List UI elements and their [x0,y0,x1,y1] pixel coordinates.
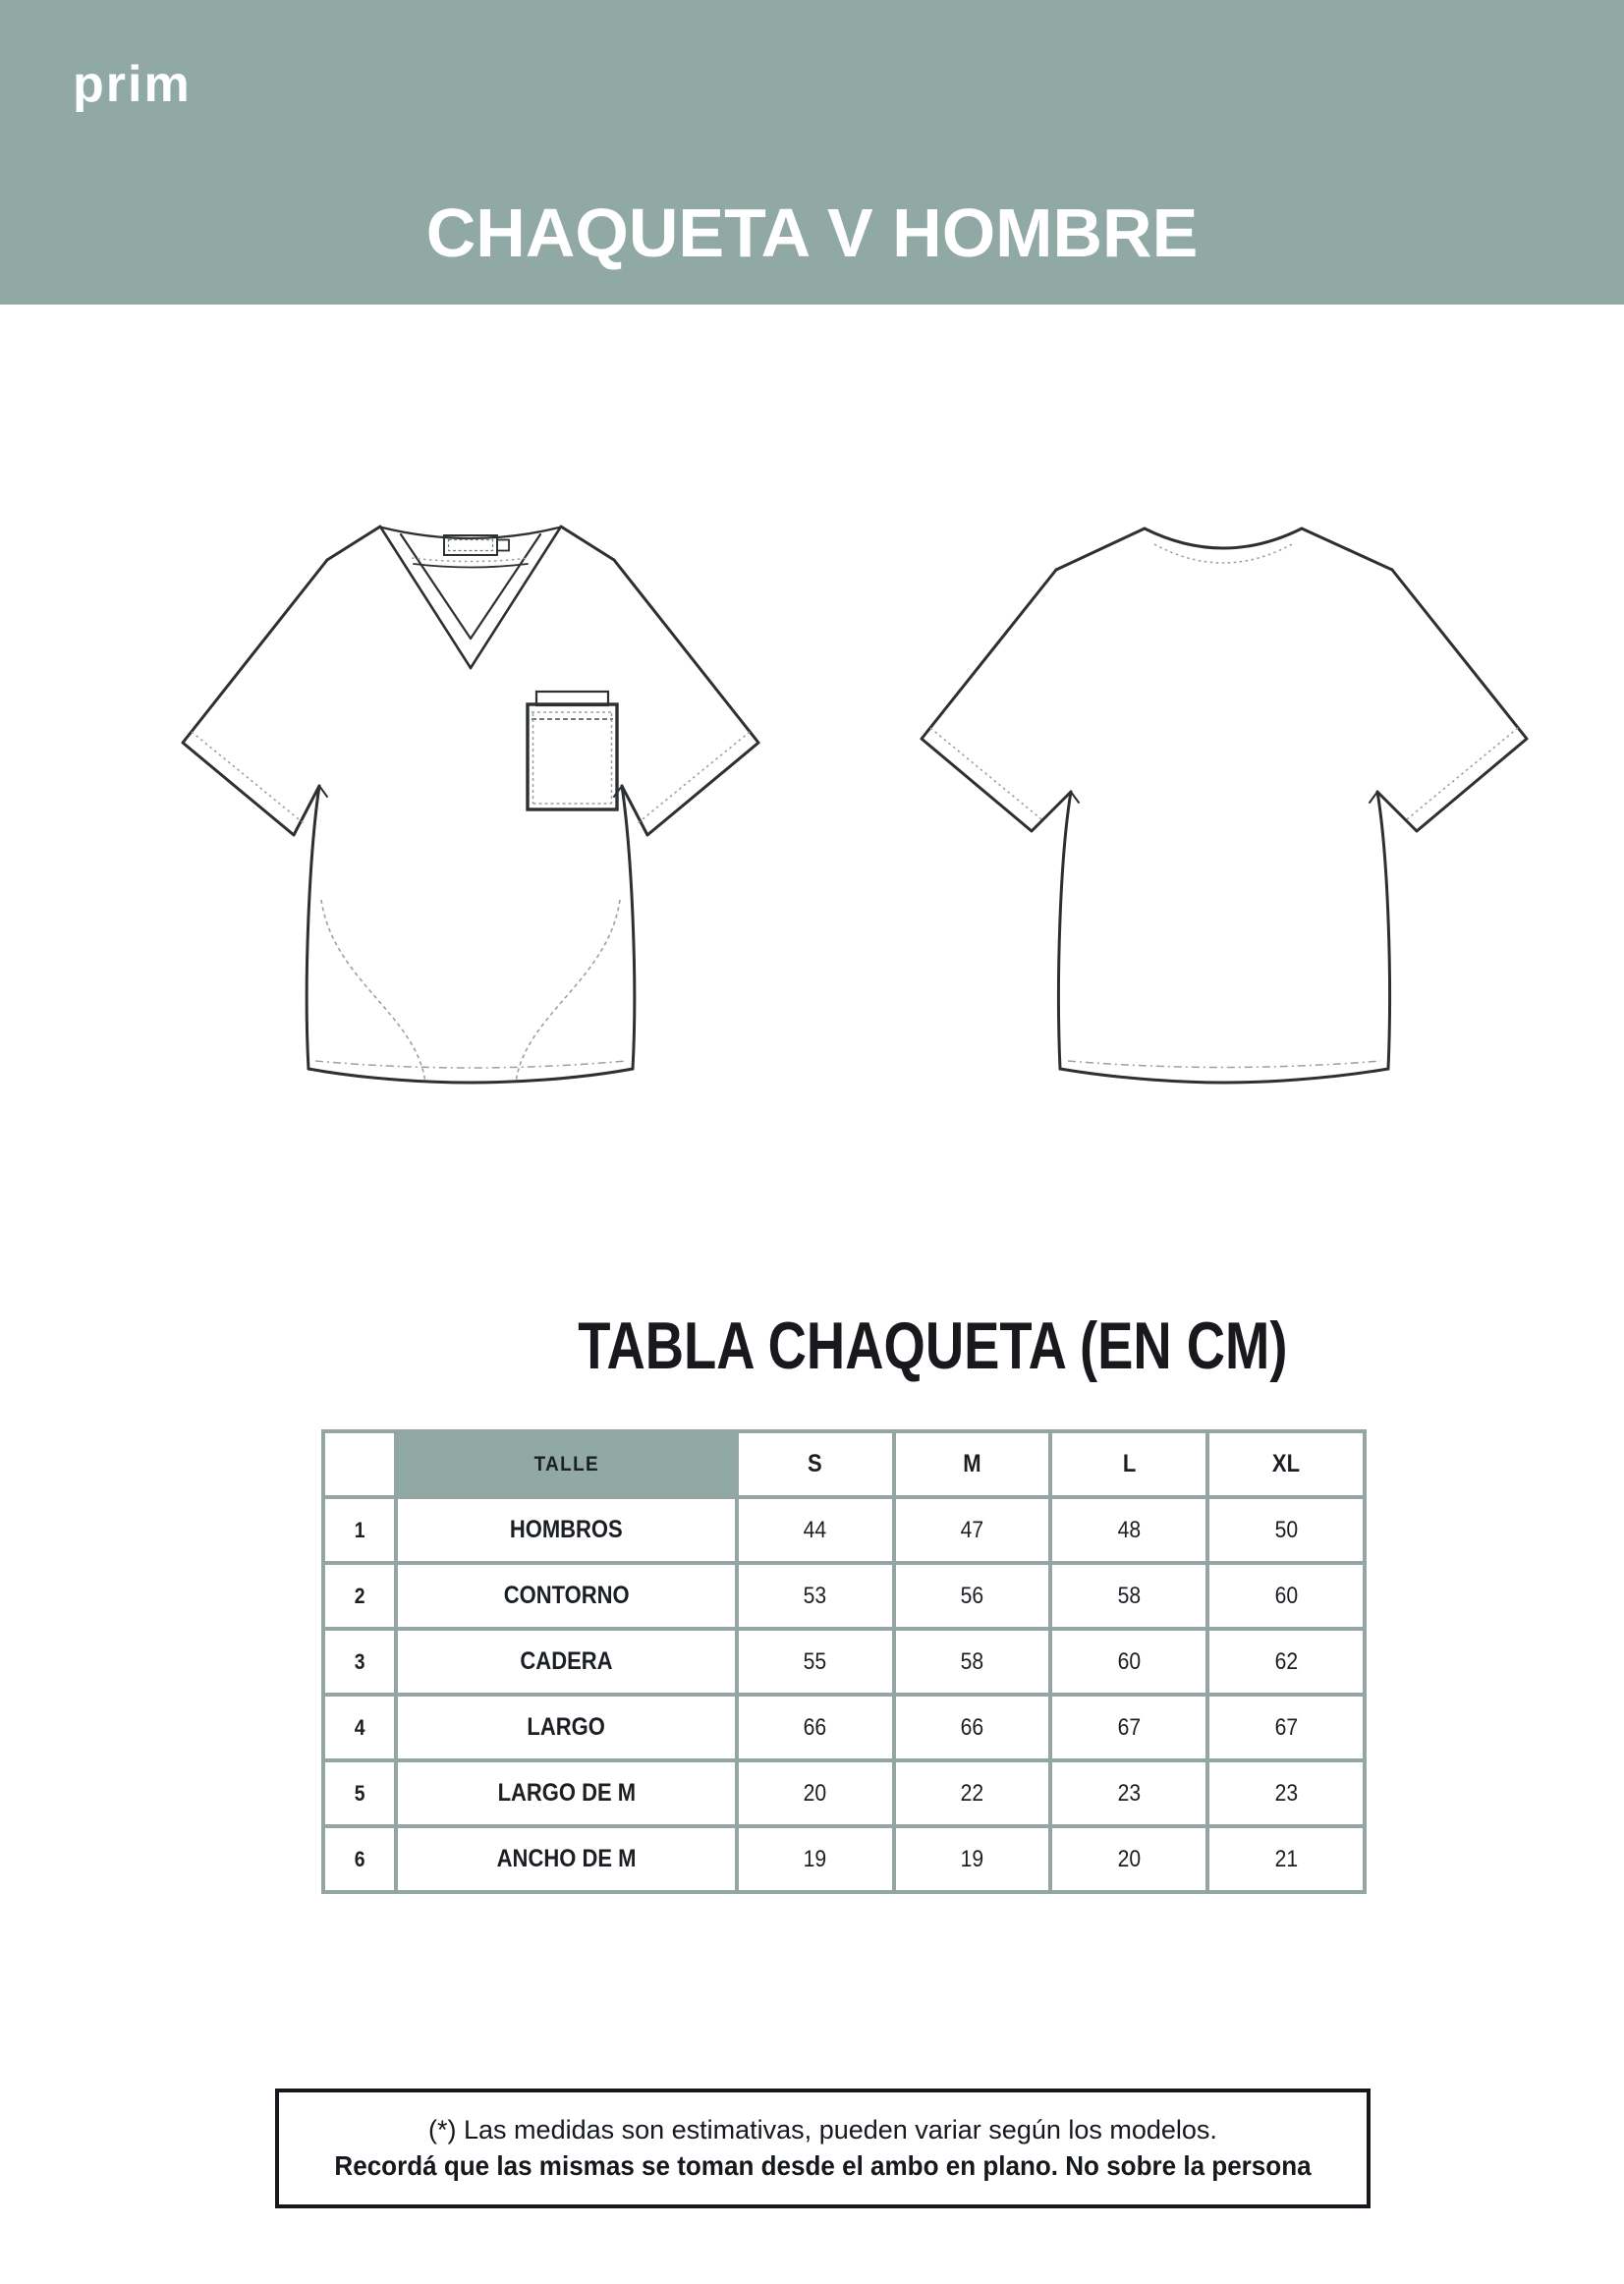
measure-value-cell: 50 [1207,1497,1365,1563]
row-number-cell: 4 [323,1695,396,1760]
row-number-cell: 6 [323,1826,396,1892]
back-stitching [930,544,1518,1068]
measure-label-cell: ANCHO DE M [396,1826,737,1892]
measure-value-cell: 62 [1207,1629,1365,1695]
measure-value-cell: 67 [1050,1695,1207,1760]
row-number-cell: 5 [323,1760,396,1826]
page-title: CHAQUETA V HOMBRE [425,195,1199,271]
row-number-cell: 2 [323,1563,396,1629]
table-row [323,1563,1365,1629]
corner-cell [323,1431,396,1497]
measure-label-cell: LARGO [396,1695,737,1760]
measure-value-cell: 19 [737,1826,894,1892]
row-number-cell: 3 [323,1629,396,1695]
measure-value-cell: 47 [894,1497,1051,1563]
measure-value-cell: 20 [1050,1826,1207,1892]
table-header-row [323,1431,1365,1497]
table-row [323,1760,1365,1826]
measure-value-cell: 58 [1050,1563,1207,1629]
garment-back-drawing [913,519,1532,1108]
measure-value-cell: 19 [894,1826,1051,1892]
measure-value-cell: 22 [894,1760,1051,1826]
measure-value-cell: 56 [894,1563,1051,1629]
front-neckband [380,527,561,668]
front-outline [183,527,758,1083]
measure-value-cell: 23 [1050,1760,1207,1826]
measure-value-cell: 23 [1207,1760,1365,1826]
measure-value-cell: 66 [737,1695,894,1760]
front-chest-pocket [528,692,617,809]
measure-value-cell: 58 [894,1629,1051,1695]
table-row [323,1497,1365,1563]
measure-value-cell: 21 [1207,1826,1365,1892]
measure-label-cell: LARGO DE M [396,1760,737,1826]
measure-label-cell: CONTORNO [396,1563,737,1629]
column-header-s: S [737,1431,894,1497]
footnote-line2: Recordá que las mismas se toman desde el ambo en plano. No sobre la persona [334,2150,1312,2181]
brand-logo: prim [73,56,192,113]
measure-value-cell: 44 [737,1497,894,1563]
column-header-talle: TALLE [396,1431,737,1497]
measure-value-cell: 55 [737,1629,894,1695]
footnote-box [275,2089,1371,2208]
size-table [321,1429,1367,1894]
measure-value-cell: 66 [894,1695,1051,1760]
footnote-line1: (*) Las medidas son estimativas, pueden variar según los modelos. [428,2115,1217,2145]
table-row [323,1695,1365,1760]
header-band [0,0,1624,305]
measure-value-cell: 53 [737,1563,894,1629]
table-row [323,1826,1365,1892]
garment-front-drawing [146,519,795,1108]
garment-drawings [0,519,1624,1108]
table-row [323,1629,1365,1695]
measure-value-cell: 67 [1207,1695,1365,1760]
measure-value-cell: 20 [737,1760,894,1826]
measure-value-cell: 60 [1207,1563,1365,1629]
column-header-m: M [894,1431,1051,1497]
back-outline [922,529,1527,1083]
column-header-xl: XL [1207,1431,1365,1497]
measure-label-cell: HOMBROS [396,1497,737,1563]
row-number-cell: 1 [323,1497,396,1563]
measure-value-cell: 60 [1050,1629,1207,1695]
measure-value-cell: 48 [1050,1497,1207,1563]
measure-label-cell: CADERA [396,1629,737,1695]
size-table-title: TABLA CHAQUETA (EN CM) [578,1309,1288,1383]
column-header-l: L [1050,1431,1207,1497]
